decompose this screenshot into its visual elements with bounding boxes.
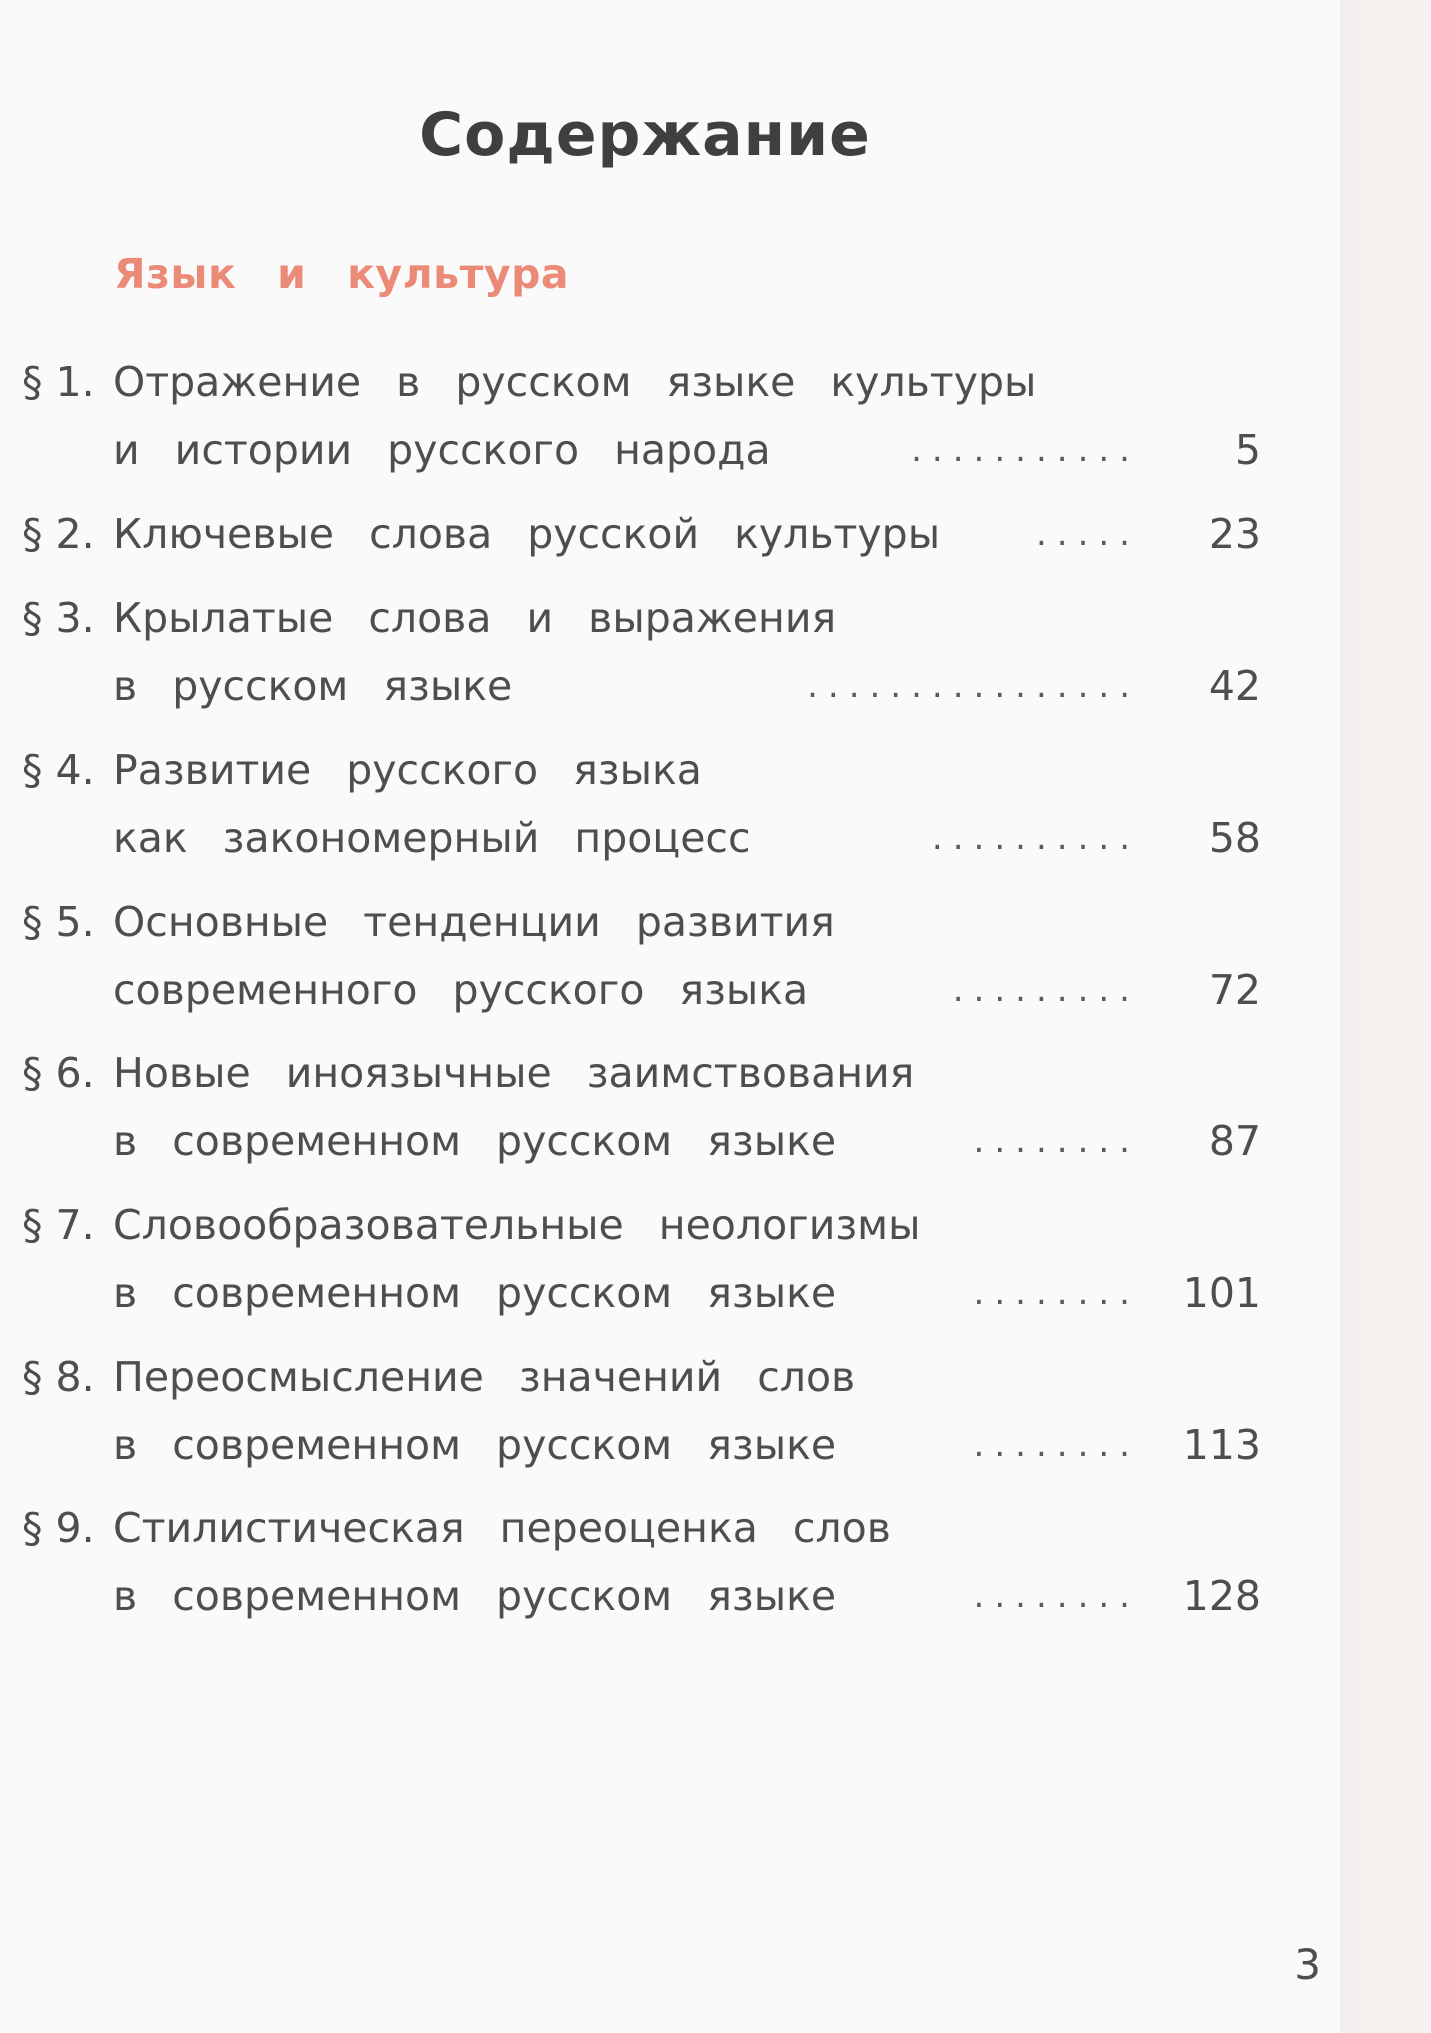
page-edge: [1340, 0, 1431, 2033]
dot-leader: .....: [1035, 514, 1140, 554]
dot-leader: .........: [952, 970, 1140, 1010]
entry-number: § 3.: [22, 594, 95, 642]
dot-leader: ..........: [931, 818, 1140, 858]
entry-number: § 4.: [22, 746, 95, 794]
entry-title-line-1: Переосмысление значений слов: [113, 1353, 856, 1401]
entry-number: § 5.: [22, 898, 95, 946]
dot-leader: ........: [973, 1425, 1140, 1465]
entry-title-line-1: Новые иноязычные заимствования: [113, 1049, 915, 1097]
entry-title-line-1: Словообразовательные неологизмы: [113, 1201, 921, 1249]
entry-title-line-1: Стилистическая переоценка слов: [113, 1504, 891, 1552]
entry-page-number: 72: [1208, 966, 1261, 1014]
entry-title-line-1: Отражение в русском языке культуры: [113, 358, 1037, 406]
entry-page-number: 87: [1208, 1117, 1261, 1165]
entry-page-number: 128: [1182, 1572, 1261, 1620]
entry-title-line-2: в современном русском языке: [113, 1117, 837, 1165]
entry-title-line-2: в русском языке: [113, 662, 513, 710]
entry-page-number: 5: [1234, 426, 1261, 474]
entry-title-line-2: как закономерный процесс: [113, 814, 751, 862]
entry-title-line-2: в современном русском языке: [113, 1421, 837, 1469]
entry-number: § 8.: [22, 1353, 95, 1401]
entry-number: § 1.: [22, 358, 95, 406]
entry-number: § 7.: [22, 1201, 95, 1249]
dot-leader: ........: [973, 1576, 1140, 1616]
entry-number: § 2.: [22, 510, 95, 558]
entry-page-number: 101: [1182, 1269, 1261, 1317]
entry-page-number: 58: [1208, 814, 1261, 862]
dot-leader: ...........: [911, 430, 1140, 470]
dot-leader: ........: [973, 1121, 1140, 1161]
entry-title-line-1: Ключевые слова русской культуры: [113, 510, 941, 558]
entry-page-number: 42: [1208, 662, 1261, 710]
entry-number: § 9.: [22, 1504, 95, 1552]
entry-page-number: 113: [1182, 1421, 1261, 1469]
dot-leader: ................: [807, 666, 1140, 706]
entry-title-line-2: в современном русском языке: [113, 1269, 837, 1317]
entry-title-line-1: Крылатые слова и выражения: [113, 594, 837, 642]
entry-page-number: 23: [1208, 510, 1261, 558]
page-folio-number: 3: [1294, 1940, 1321, 1989]
entry-number: § 6.: [22, 1049, 95, 1097]
entry-title-line-2: и истории русского народа: [113, 426, 771, 474]
section-heading: Язык и культура: [114, 250, 570, 298]
entry-title-line-2: в современном русском языке: [113, 1572, 837, 1620]
page-title: Содержание: [419, 100, 871, 170]
entry-title-line-1: Основные тенденции развития: [113, 898, 835, 946]
entry-title-line-1: Развитие русского языка: [113, 746, 702, 794]
entry-title-line-2: современного русского языка: [113, 966, 809, 1014]
dot-leader: ........: [973, 1273, 1140, 1313]
